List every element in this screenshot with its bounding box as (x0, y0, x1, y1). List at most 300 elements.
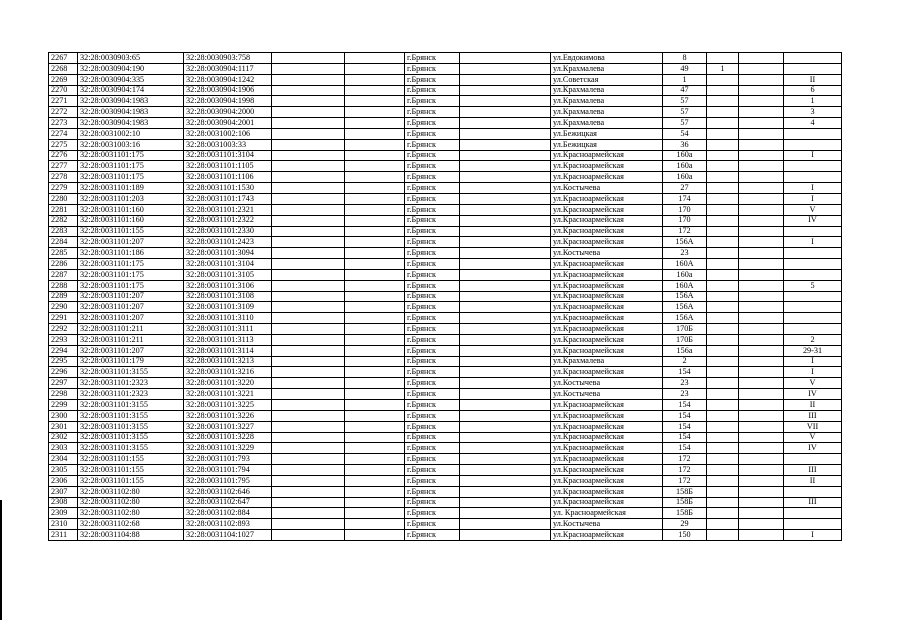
street-cell: ул.Красноармейская (551, 259, 663, 270)
empty-cell (272, 508, 345, 519)
parcel-number-cell: 32:28:0030904:174 (78, 85, 184, 96)
table-row (49, 172, 842, 183)
empty-cell (739, 139, 784, 150)
cadastral-number-cell: 32:28:0031104:1027 (184, 530, 272, 541)
building-cell (707, 161, 739, 172)
building-cell (707, 259, 739, 270)
row-number-cell: 2292 (49, 324, 78, 335)
table-row (49, 530, 842, 541)
table-row (49, 454, 842, 465)
street-cell: ул.Красноармейская (551, 486, 663, 497)
empty-cell (739, 193, 784, 204)
cadastral-number-cell: 32:28:0031102:893 (184, 519, 272, 530)
parcel-number-cell: 32:28:0031003:16 (78, 139, 184, 150)
street-cell: ул.Красноармейская (551, 334, 663, 345)
empty-cell (272, 334, 345, 345)
empty-cell (739, 313, 784, 324)
street-cell: ул.Красноармейская (551, 280, 663, 291)
cadastral-number-cell: 32:28:0031101:794 (184, 465, 272, 476)
cadastral-number-cell: 32:28:0031101:3114 (184, 345, 272, 356)
row-number-cell: 2282 (49, 215, 78, 226)
cadastral-number-cell: 32:28:0031101:3221 (184, 389, 272, 400)
row-number-cell: 2303 (49, 443, 78, 454)
street-cell: ул.Крахмалева (551, 63, 663, 74)
parcel-number-cell: 32:28:0030903:65 (78, 53, 184, 64)
empty-cell (739, 421, 784, 432)
street-cell: ул.Крахмалева (551, 118, 663, 129)
row-number-cell: 2278 (49, 172, 78, 183)
cadastral-number-cell: 32:28:0031101:3228 (184, 432, 272, 443)
empty-cell (739, 465, 784, 476)
city-cell: г.Брянск (405, 150, 460, 161)
city-cell: г.Брянск (405, 118, 460, 129)
street-cell: ул.Евдокимова (551, 53, 663, 64)
building-cell (707, 172, 739, 183)
empty-cell (345, 128, 405, 139)
empty-cell (460, 421, 551, 432)
row-number-cell: 2267 (49, 53, 78, 64)
row-number-cell: 2287 (49, 269, 78, 280)
street-cell: ул.Красноармейская (551, 530, 663, 541)
premises-number-cell: I (784, 530, 842, 541)
row-number-cell: 2308 (49, 497, 78, 508)
empty-cell (739, 128, 784, 139)
city-cell: г.Брянск (405, 334, 460, 345)
house-number-cell: 174 (663, 193, 707, 204)
building-cell (707, 313, 739, 324)
empty-cell (739, 237, 784, 248)
building-cell (707, 139, 739, 150)
premises-number-cell (784, 291, 842, 302)
premises-number-cell: II (784, 74, 842, 85)
street-cell: ул.Костычева (551, 183, 663, 194)
building-cell (707, 454, 739, 465)
house-number-cell: 172 (663, 454, 707, 465)
street-cell: ул.Костычева (551, 248, 663, 259)
table-row (49, 96, 842, 107)
city-cell: г.Брянск (405, 443, 460, 454)
cadastral-number-cell: 32:28:0030904:1117 (184, 63, 272, 74)
parcel-number-cell: 32:28:0030904:335 (78, 74, 184, 85)
city-cell: г.Брянск (405, 269, 460, 280)
parcel-number-cell: 32:28:0031101:175 (78, 150, 184, 161)
building-cell (707, 530, 739, 541)
parcel-number-cell: 32:28:0031101:160 (78, 204, 184, 215)
table-row (49, 432, 842, 443)
empty-cell (345, 150, 405, 161)
empty-cell (345, 475, 405, 486)
empty-cell (272, 183, 345, 194)
empty-cell (739, 118, 784, 129)
house-number-cell: 156А (663, 291, 707, 302)
empty-cell (345, 443, 405, 454)
empty-cell (460, 334, 551, 345)
empty-cell (460, 237, 551, 248)
empty-cell (272, 302, 345, 313)
row-number-cell: 2273 (49, 118, 78, 129)
city-cell: г.Брянск (405, 497, 460, 508)
house-number-cell: 160а (663, 150, 707, 161)
empty-cell (272, 107, 345, 118)
empty-cell (460, 172, 551, 183)
street-cell: ул.Советская (551, 74, 663, 85)
empty-cell (460, 150, 551, 161)
premises-number-cell (784, 259, 842, 270)
city-cell: г.Брянск (405, 226, 460, 237)
building-cell (707, 193, 739, 204)
building-cell (707, 74, 739, 85)
parcel-number-cell: 32:28:0030904:1983 (78, 107, 184, 118)
cadastral-number-cell: 32:28:0030904:2000 (184, 107, 272, 118)
table-row (49, 389, 842, 400)
parcel-number-cell: 32:28:0031101:155 (78, 465, 184, 476)
table-row (49, 150, 842, 161)
building-cell (707, 410, 739, 421)
house-number-cell: 170Б (663, 324, 707, 335)
empty-cell (345, 410, 405, 421)
street-cell: ул.Красноармейская (551, 465, 663, 476)
cadastral-number-cell: 32:28:0031101:3108 (184, 291, 272, 302)
table-row (49, 475, 842, 486)
house-number-cell: 49 (663, 63, 707, 74)
house-number-cell: 170 (663, 215, 707, 226)
cadastral-number-cell: 32:28:0031102:646 (184, 486, 272, 497)
building-cell (707, 226, 739, 237)
empty-cell (460, 96, 551, 107)
row-number-cell: 2289 (49, 291, 78, 302)
building-cell (707, 475, 739, 486)
empty-cell (739, 63, 784, 74)
house-number-cell: 154 (663, 432, 707, 443)
house-number-cell: 154 (663, 410, 707, 421)
city-cell: г.Брянск (405, 96, 460, 107)
empty-cell (272, 193, 345, 204)
empty-cell (345, 248, 405, 259)
street-cell: ул.Красноармейская (551, 400, 663, 411)
empty-cell (460, 345, 551, 356)
empty-cell (739, 345, 784, 356)
premises-number-cell (784, 454, 842, 465)
premises-number-cell (784, 53, 842, 64)
empty-cell (272, 150, 345, 161)
street-cell: ул. Красноармейская (551, 508, 663, 519)
street-cell: ул.Красноармейская (551, 410, 663, 421)
house-number-cell: 154 (663, 400, 707, 411)
parcel-number-cell: 32:28:0031101:3155 (78, 443, 184, 454)
premises-number-cell: I (784, 183, 842, 194)
empty-cell (272, 421, 345, 432)
parcel-number-cell: 32:28:0031101:3155 (78, 400, 184, 411)
empty-cell (272, 139, 345, 150)
table-row (49, 443, 842, 454)
house-number-cell: 57 (663, 118, 707, 129)
cadastral-number-cell: 32:28:0031101:3109 (184, 302, 272, 313)
empty-cell (272, 356, 345, 367)
city-cell: г.Брянск (405, 291, 460, 302)
cadastral-number-cell: 32:28:0031101:2321 (184, 204, 272, 215)
street-cell: ул.Костычева (551, 519, 663, 530)
row-number-cell: 2309 (49, 508, 78, 519)
house-number-cell: 170Б (663, 334, 707, 345)
parcel-number-cell: 32:28:0031101:155 (78, 226, 184, 237)
row-number-cell: 2306 (49, 475, 78, 486)
cadastral-number-cell: 32:28:0031101:3113 (184, 334, 272, 345)
building-cell (707, 421, 739, 432)
table-row (49, 497, 842, 508)
city-cell: г.Брянск (405, 248, 460, 259)
empty-cell (739, 215, 784, 226)
empty-cell (272, 172, 345, 183)
building-cell (707, 519, 739, 530)
house-number-cell: 160А (663, 259, 707, 270)
premises-number-cell: II (784, 475, 842, 486)
empty-cell (739, 291, 784, 302)
cadastral-number-cell: 32:28:0031101:1530 (184, 183, 272, 194)
table-row (49, 486, 842, 497)
empty-cell (460, 530, 551, 541)
empty-cell (272, 367, 345, 378)
building-cell (707, 508, 739, 519)
empty-cell (272, 85, 345, 96)
row-number-cell: 2290 (49, 302, 78, 313)
premises-number-cell (784, 248, 842, 259)
city-cell: г.Брянск (405, 183, 460, 194)
row-number-cell: 2299 (49, 400, 78, 411)
empty-cell (739, 107, 784, 118)
city-cell: г.Брянск (405, 345, 460, 356)
building-cell (707, 291, 739, 302)
empty-cell (272, 226, 345, 237)
row-number-cell: 2281 (49, 204, 78, 215)
premises-number-cell: V (784, 432, 842, 443)
empty-cell (272, 400, 345, 411)
empty-cell (345, 497, 405, 508)
empty-cell (272, 280, 345, 291)
table-row (49, 63, 842, 74)
parcel-number-cell: 32:28:0031101:207 (78, 313, 184, 324)
table-row (49, 183, 842, 194)
building-cell (707, 269, 739, 280)
row-number-cell: 2283 (49, 226, 78, 237)
empty-cell (345, 215, 405, 226)
empty-cell (272, 259, 345, 270)
premises-number-cell: I (784, 193, 842, 204)
city-cell: г.Брянск (405, 53, 460, 64)
building-cell (707, 237, 739, 248)
empty-cell (345, 74, 405, 85)
house-number-cell: 156а (663, 345, 707, 356)
city-cell: г.Брянск (405, 519, 460, 530)
cadastral-number-cell: 32:28:0031101:3110 (184, 313, 272, 324)
empty-cell (739, 400, 784, 411)
house-number-cell: 160А (663, 280, 707, 291)
empty-cell (460, 324, 551, 335)
empty-cell (272, 475, 345, 486)
empty-cell (460, 53, 551, 64)
street-cell: ул.Крахмалева (551, 356, 663, 367)
street-cell: ул.Бежицкая (551, 139, 663, 150)
table-row (49, 356, 842, 367)
building-cell (707, 150, 739, 161)
table-row (49, 139, 842, 150)
table-row (49, 226, 842, 237)
street-cell: ул.Красноармейская (551, 172, 663, 183)
table-row (49, 508, 842, 519)
empty-cell (739, 96, 784, 107)
parcel-number-cell: 32:28:0031101:155 (78, 475, 184, 486)
city-cell: г.Брянск (405, 475, 460, 486)
building-cell (707, 107, 739, 118)
empty-cell (460, 367, 551, 378)
cadastral-number-cell: 32:28:0031101:1106 (184, 172, 272, 183)
empty-cell (272, 53, 345, 64)
cadastral-number-cell: 32:28:0031102:647 (184, 497, 272, 508)
premises-number-cell (784, 508, 842, 519)
empty-cell (460, 215, 551, 226)
table-row (49, 204, 842, 215)
building-cell (707, 443, 739, 454)
cadastral-number-cell: 32:28:0031003:33 (184, 139, 272, 150)
city-cell: г.Брянск (405, 128, 460, 139)
city-cell: г.Брянск (405, 139, 460, 150)
empty-cell (345, 530, 405, 541)
premises-number-cell (784, 486, 842, 497)
empty-cell (460, 74, 551, 85)
city-cell: г.Брянск (405, 193, 460, 204)
empty-cell (739, 85, 784, 96)
row-number-cell: 2307 (49, 486, 78, 497)
parcel-number-cell: 32:28:0031102:80 (78, 497, 184, 508)
row-number-cell: 2305 (49, 465, 78, 476)
empty-cell (345, 259, 405, 270)
empty-cell (739, 475, 784, 486)
cadastral-number-cell: 32:28:0031101:3106 (184, 280, 272, 291)
cadastral-number-cell: 32:28:0031101:3105 (184, 269, 272, 280)
cadastral-number-cell: 32:28:0031101:3227 (184, 421, 272, 432)
city-cell: г.Брянск (405, 486, 460, 497)
premises-number-cell (784, 519, 842, 530)
house-number-cell: 160а (663, 269, 707, 280)
row-number-cell: 2277 (49, 161, 78, 172)
empty-cell (272, 269, 345, 280)
street-cell: ул.Красноармейская (551, 367, 663, 378)
row-number-cell: 2300 (49, 410, 78, 421)
house-number-cell: 154 (663, 421, 707, 432)
empty-cell (460, 193, 551, 204)
empty-cell (739, 389, 784, 400)
premises-number-cell: V (784, 378, 842, 389)
empty-cell (272, 432, 345, 443)
cadastral-number-cell: 32:28:0031101:2330 (184, 226, 272, 237)
parcel-number-cell: 32:28:0031104:88 (78, 530, 184, 541)
street-cell: ул.Красноармейская (551, 215, 663, 226)
empty-cell (345, 139, 405, 150)
empty-cell (345, 389, 405, 400)
empty-cell (460, 183, 551, 194)
empty-cell (345, 183, 405, 194)
empty-cell (272, 161, 345, 172)
empty-cell (345, 96, 405, 107)
street-cell: ул.Костычева (551, 389, 663, 400)
parcel-number-cell: 32:28:0031101:2323 (78, 378, 184, 389)
empty-cell (345, 302, 405, 313)
cadastral-number-cell: 32:28:0030904:1998 (184, 96, 272, 107)
house-number-cell: 29 (663, 519, 707, 530)
house-number-cell: 57 (663, 107, 707, 118)
premises-number-cell: 6 (784, 85, 842, 96)
empty-cell (460, 432, 551, 443)
table-row (49, 269, 842, 280)
empty-cell (460, 497, 551, 508)
premises-number-cell (784, 269, 842, 280)
empty-cell (345, 465, 405, 476)
table-row (49, 193, 842, 204)
empty-cell (739, 378, 784, 389)
premises-number-cell: 1 (784, 96, 842, 107)
empty-cell (272, 74, 345, 85)
empty-cell (460, 389, 551, 400)
building-cell (707, 497, 739, 508)
cadastral-number-cell: 32:28:0031101:1743 (184, 193, 272, 204)
house-number-cell: 156А (663, 302, 707, 313)
house-number-cell: 2 (663, 356, 707, 367)
empty-cell (272, 530, 345, 541)
house-number-cell: 172 (663, 465, 707, 476)
empty-cell (345, 53, 405, 64)
building-cell (707, 378, 739, 389)
city-cell: г.Брянск (405, 367, 460, 378)
empty-cell (739, 410, 784, 421)
city-cell: г.Брянск (405, 85, 460, 96)
empty-cell (345, 378, 405, 389)
premises-number-cell (784, 324, 842, 335)
empty-cell (460, 356, 551, 367)
cadastral-number-cell: 32:28:0031101:3094 (184, 248, 272, 259)
premises-number-cell: VII (784, 421, 842, 432)
table-row (49, 291, 842, 302)
table-row (49, 248, 842, 259)
street-cell: ул.Красноармейская (551, 161, 663, 172)
premises-number-cell: IV (784, 389, 842, 400)
city-cell: г.Брянск (405, 508, 460, 519)
premises-number-cell (784, 226, 842, 237)
row-number-cell: 2310 (49, 519, 78, 530)
city-cell: г.Брянск (405, 389, 460, 400)
parcel-number-cell: 32:28:0031101:175 (78, 259, 184, 270)
table-row (49, 74, 842, 85)
building-cell (707, 465, 739, 476)
house-number-cell: 156А (663, 237, 707, 248)
row-number-cell: 2293 (49, 334, 78, 345)
table-row (49, 465, 842, 476)
cadastral-number-cell: 32:28:0031101:3104 (184, 259, 272, 270)
cadastral-number-cell: 32:28:0031101:2322 (184, 215, 272, 226)
row-number-cell: 2272 (49, 107, 78, 118)
cadastral-number-cell: 32:28:0031101:3213 (184, 356, 272, 367)
empty-cell (460, 400, 551, 411)
table-row (49, 107, 842, 118)
empty-cell (460, 443, 551, 454)
house-number-cell: 27 (663, 183, 707, 194)
premises-number-cell (784, 63, 842, 74)
building-cell (707, 183, 739, 194)
premises-number-cell: III (784, 410, 842, 421)
empty-cell (739, 248, 784, 259)
empty-cell (739, 259, 784, 270)
empty-cell (460, 128, 551, 139)
empty-cell (460, 248, 551, 259)
row-number-cell: 2274 (49, 128, 78, 139)
